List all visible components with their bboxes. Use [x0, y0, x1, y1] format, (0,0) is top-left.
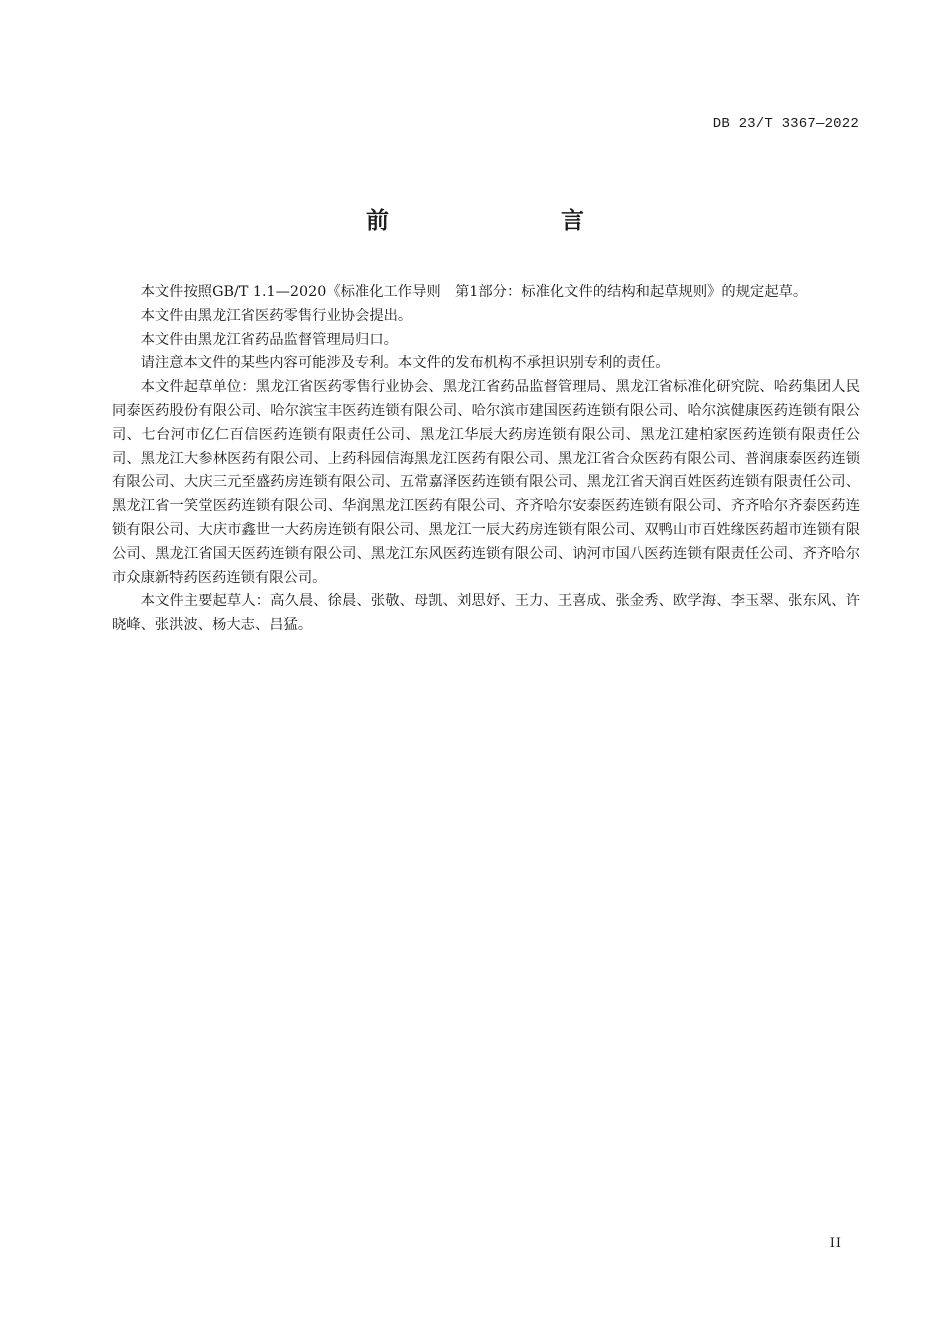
- page-title: 前 言: [366, 208, 626, 234]
- paragraph-centralized-unit: 本文件由黑龙江省药品监督管理局归口。: [140, 331, 398, 348]
- paragraph-drafters: 本文件主要起草人：高久晨、徐晨、张敬、母凯、刘思妤、王力、王喜成、张金秀、欧学海、李玉翠、张东风、许晓峰、张洪波、杨大志、吕猛。: [112, 593, 860, 634]
- foreword-body: [112, 281, 860, 638]
- paragraph-drafting-rules: 本文件按照GB/T 1.1—2020《标准化工作导则 第1部分：标准化文件的结构和起草规则》的规定起草。: [140, 284, 808, 300]
- page-number: II: [829, 1236, 842, 1251]
- paragraph-drafting-units: 本文件起草单位：黑龙江省医药零售行业协会、黑龙江省药品监督管理局、黑龙江省标准化研究院、哈药集团人民同泰医药股份有限公司、哈尔滨宝丰医药连锁有限公司、哈尔滨市建国医药连锁有限公司、哈尔滨健康医药连锁有限公司、七台河市亿仁百信医药连锁有限责任公司、黑龙江华辰大药房连锁有限公司、黑龙江建柏家医药连锁有限责任公司、黑龙江大参林医药有限公司、上药科园信海黑龙江医药有限公司、黑龙江省合众医药有限公司、普润康泰医药连锁有限公司、大庆三元至盛药房连锁有限公司、五常嘉泽医药连锁有限公司、黑龙江省天润百姓医药连锁有限责任公司、黑龙江省一笑堂医药连锁有限公司、华润黑龙江医药有限公司、齐齐哈尔安泰医药连锁有限公司、齐齐哈尔齐泰医药连锁有限公司、大庆市鑫世一大药房连锁有限公司、黑龙江一辰大药房连锁有限公司、双鸭山市百姓缘医药超市连锁有限公司、黑龙江省国天医药连锁有限公司、黑龙江东风医药连锁有限公司、讷河市国八医药连锁有限责任公司、齐齐哈尔市众康新特药医药连锁有限公司。: [112, 379, 860, 586]
- paragraph-patent-notice: 请注意本文件的某些内容可能涉及专利。本文件的发布机构不承担识别专利的责任。: [140, 355, 670, 372]
- paragraph-proposer: 本文件由黑龙江省医药零售行业协会提出。: [140, 307, 413, 324]
- document-code: DB 23/T 3367—2022: [712, 116, 859, 132]
